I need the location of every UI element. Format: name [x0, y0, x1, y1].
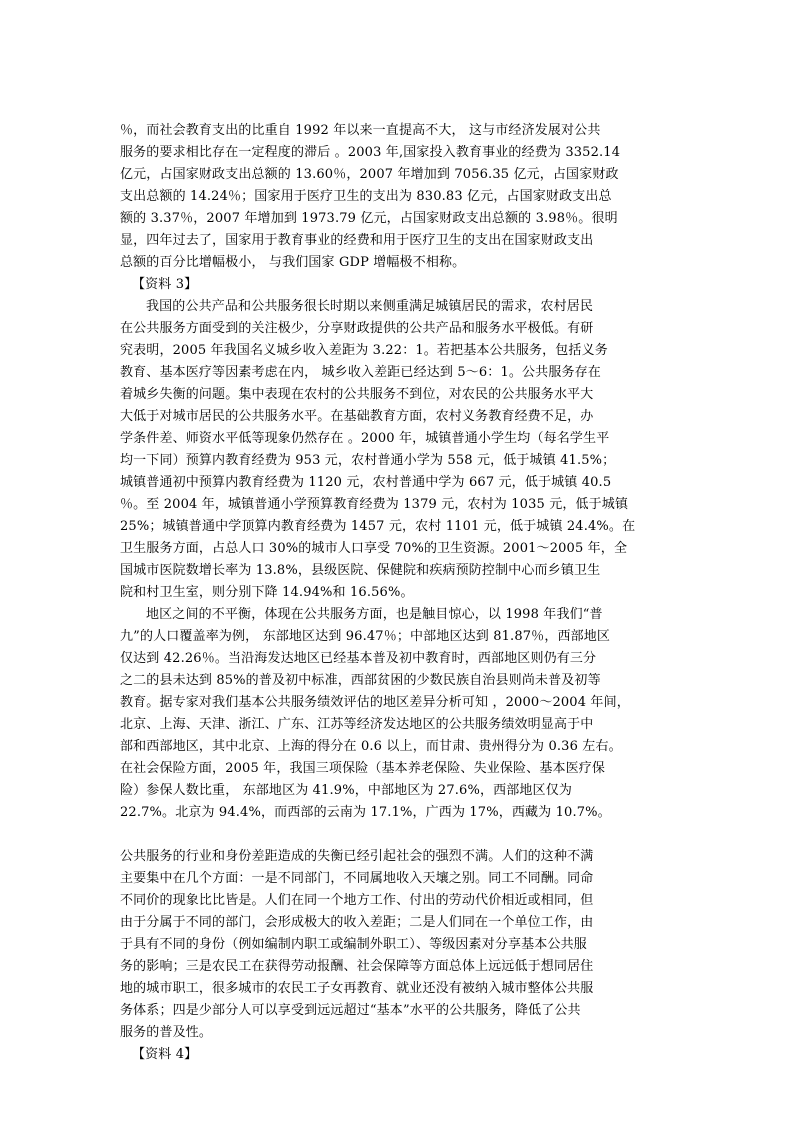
text-line: 于具有不同的身份（例如编制内职工或编制外职工）、等级因素对分享基本公共服	[120, 937, 587, 952]
text-line: 教育。据专家对我们基本公共服务绩效评估的地区差异分析可知 ，2000～2004 年间，	[120, 695, 630, 710]
text-line: 地区之间的不平衡，体现在公共服务方面，也是触目惊心，以 1998 年我们“普	[146, 607, 603, 622]
text-line: 总额的百分比增幅极小， 与我们国家 GDP 增幅极不相称。	[120, 255, 466, 270]
text-line: 我国的公共产品和公共服务很长时期以来侧重满足城镇居民的需求，农村居民	[146, 299, 594, 314]
text-line: 卫生服务方面，占总人口 30%的城市人口享受 70%的卫生资源。2001～2005 年，全	[120, 541, 628, 556]
text-line: 服务的要求相比存在一定程度的滞后 。2003 年,国家投入教育事业的经费为 3352.14	[120, 145, 621, 160]
text-line: 险）参保人数比重， 东部地区为 41.9%，中部地区为 27.6%，西部地区仅为	[120, 783, 572, 798]
text-line: 北京、上海、天津、浙江、广东、江苏等经济发达地区的公共服务绩效明显高于中	[120, 717, 594, 732]
text-line: ％，而社会教育支出的比重自 1992 年以来一直提高不大， 这与市经济发展对公共	[120, 123, 601, 138]
text-line: 额的 3.37％，2007 年增加到 1973.79 亿元，占国家财政支出总额的 3.98％。很明	[120, 211, 618, 226]
text-line: 部和西部地区，其中北京、上海的得分在 0.6 以上，而甘肃、贵州得分为 0.36 左右。	[120, 739, 622, 754]
text-line: 院和村卫生室，则分别下降 14.94%和 16.56%。	[120, 585, 414, 600]
text-line: 在社会保险方面，2005 年，我国三项保险（基本养老保险、失业保险、基本医疗保	[120, 761, 606, 776]
text-line: 25%；城镇普通中学顶算内教育经费为 1457 元，农村 1101 元，低于城镇 24.4%。在	[120, 519, 636, 534]
text-line: 着城乡失衡的问题。集中表现在农村的公共服务不到位，对农民的公共服务水平大	[120, 387, 594, 402]
text-line: 九”的人口覆盖率为例， 东部地区达到 96.47％；中部地区达到 81.87％，西部地区	[120, 629, 611, 644]
text-line: 地的城市职工，很多城市的农民工子女再教育、就业还没有被纳入城市整体公共服	[120, 981, 594, 996]
section-heading: 【资料 4】	[132, 1047, 198, 1062]
text-line: 支出总额的 14.24％；国家用于医疗卫生的支出为 830.83 亿元，占国家财政支出总	[120, 189, 612, 204]
text-line: 究表明，2005 年我国名义城乡收入差距为 3.22：1。若把基本公共服务，包括义务	[120, 343, 608, 358]
text-line: 仅达到 42.26％。当沿海发达地区已经基本普及初中教育时，西部地区则仍有三分	[120, 651, 597, 666]
text-line: 公共服务的行业和身份差距造成的失衡已经引起社会的强烈不满。人们的这种不满	[120, 849, 594, 864]
text-line: 由于分属于不同的部门，会形成极大的收入差距；二是人们同在一个单位工作，由	[120, 915, 594, 930]
text-line: 亿元，占国家财政支出总额的 13.60％，2007 年增加到 7056.35 亿元，占国家财政	[120, 167, 619, 182]
text-line: 在公共服务方面受到的关注极少，分享财政提供的公共产品和服务水平极低。有研	[120, 321, 594, 336]
text-line: 服务的普及性。	[120, 1025, 213, 1040]
text-line: ％。至 2004 年，城镇普通小学预算教育经费为 1379 元，农村为 1035 元，低于城镇	[120, 497, 629, 512]
section-heading: 【资料 3】	[132, 277, 198, 292]
text-line: 城镇普通初中预算内教育经费为 1120 元，农村普通中学为 667 元，低于城镇 40.5	[120, 475, 612, 490]
text-line: 之二的县未达到 85%的普及初中标准，西部贫困的少数民族自治县则尚未普及初等	[120, 673, 601, 688]
text-line: 务的影响；三是农民工在获得劳动报酬、社会保障等方面总体上远远低于想同居住	[120, 959, 594, 974]
text-line: 不同价的现象比比皆是。人们在同一个地方工作、付出的劳动代价相近或相同，但	[120, 893, 594, 908]
text-line: 学条件差、师资水平低等现象仍然存在 。2000 年，城镇普通小学生均（每名学生平	[120, 431, 610, 446]
text-line: 务体系；四是少部分人可以享受到远远超过“基本”水平的公共服务，降低了公共	[120, 1003, 581, 1018]
text-line: 均一下同）预算内教育经费为 953 元，农村普通小学为 558 元，低于城镇 41.5%；	[120, 453, 616, 468]
text-line: 大低于对城市居民的公共服务水平。在基础教育方面，农村义务教育经费不足，办	[120, 409, 594, 424]
text-line: 主要集中在几个方面：一是不同部门，不同属地收入天壤之别。同工不同酬。同命	[120, 871, 594, 886]
text-line: 22.7%。北京为 94.4%，而西部的云南为 17.1%，广西为 17%，西藏为 10.7%。	[120, 805, 611, 820]
text-line: 教育、基本医疗等因素考虑在内， 城乡收入差距已经达到 5～6：1。公共服务存在	[120, 365, 601, 380]
text-line: 国城市医院数增长率为 13.8%，县级医院、保健院和疾病预防控制中心而乡镇卫生	[120, 563, 601, 578]
text-line: 显，四年过去了，国家用于教育事业的经费和用于医疗卫生的支出在国家财政支出	[120, 233, 594, 248]
